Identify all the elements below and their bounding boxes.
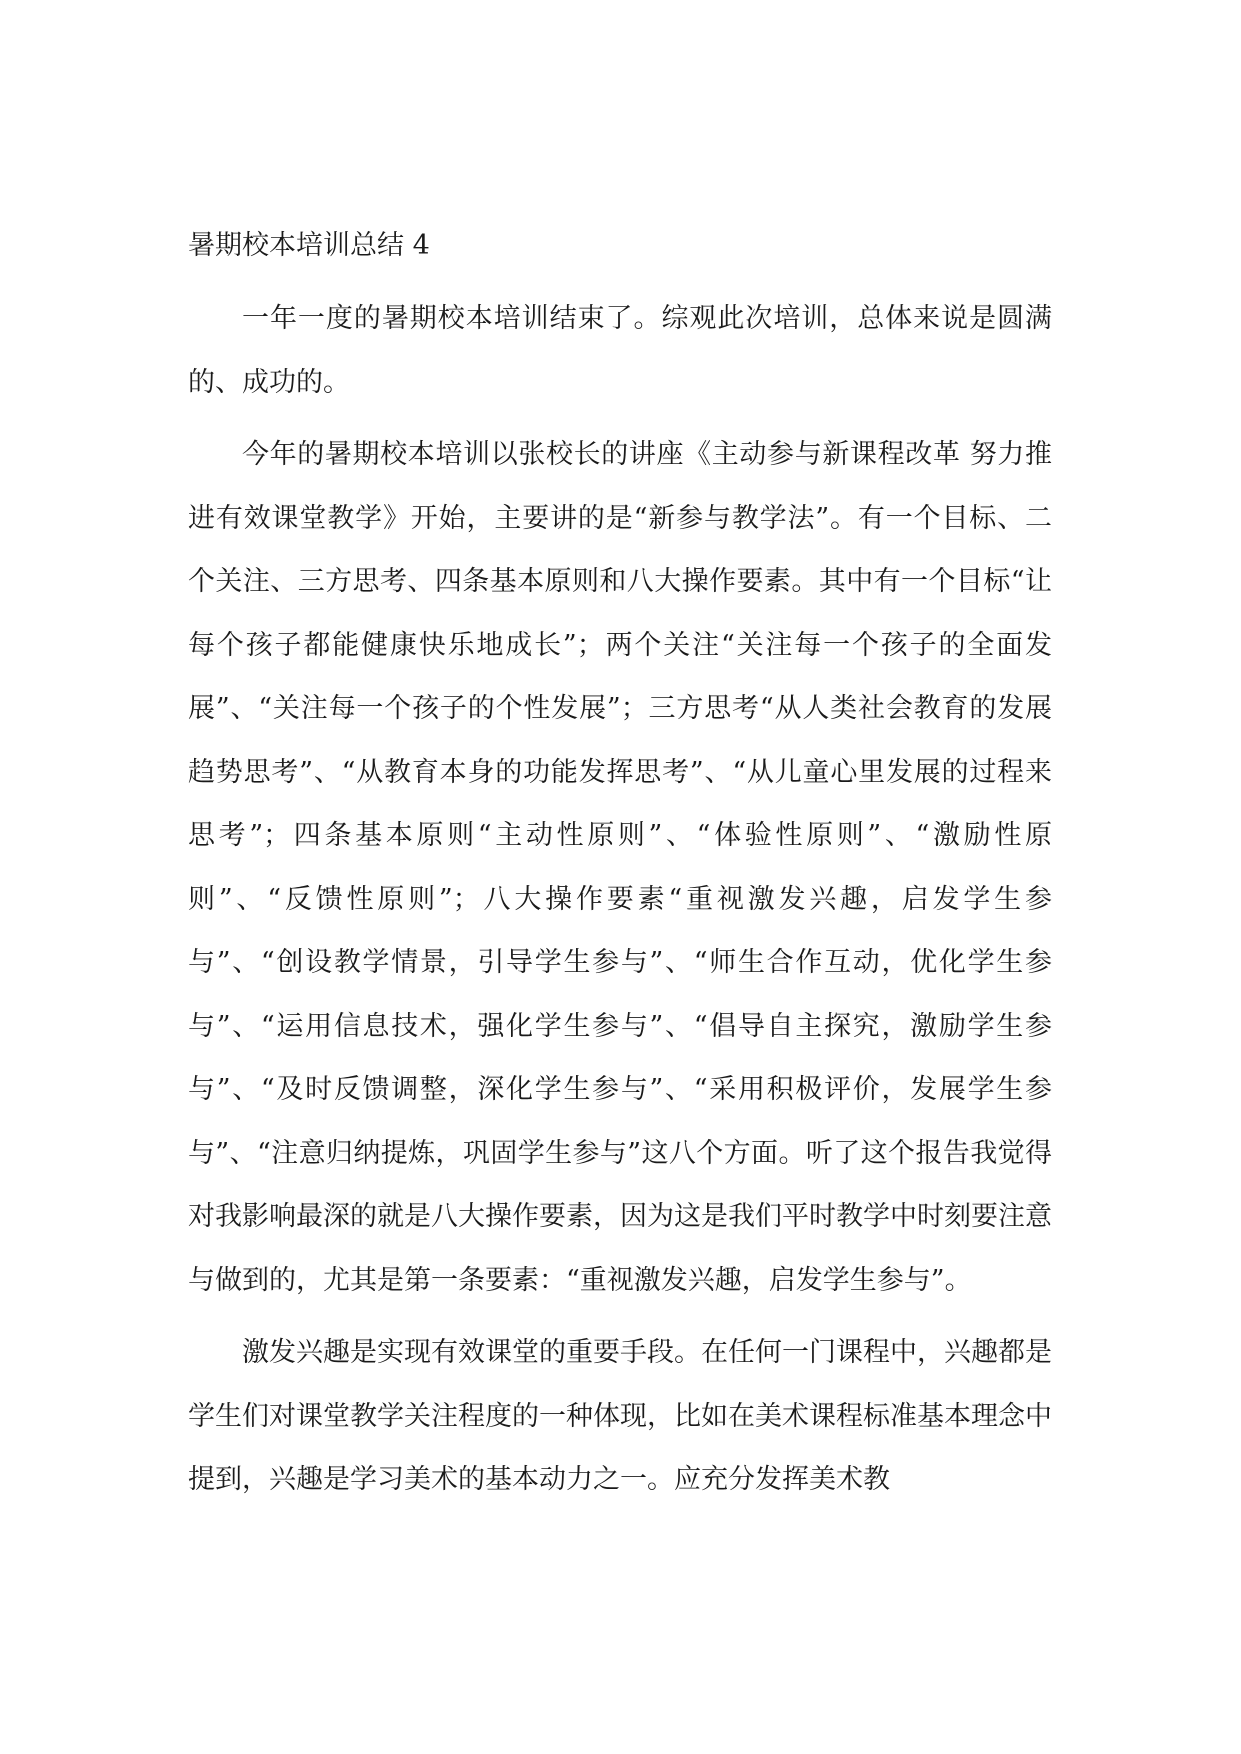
paragraph-interest: 激发兴趣是实现有效课堂的重要手段。在任何一门课程中，兴趣都是学生们对课堂教学关注程度的一种体现，比如在美术课程标准基本理念中提到，兴趣是学习美术的基本动力之一。应充分发挥美术教	[188, 1337, 1052, 1495]
paragraph-intro: 一年一度的暑期校本培训结束了。综观此次培训，总体来说是圆满的、成功的。	[188, 303, 1052, 398]
document-body	[188, 228, 1052, 1512]
paragraph-lecture-summary: 今年的暑期校本培训以张校长的讲座《主动参与新课程改革 努力推进有效课堂教学》开始，主要讲的是“新参与教学法”。有一个目标、二个关注、三方思考、四条基本原则和八大操作要素。其中有一个目标“让每个孩子都能健康快乐地成长”；两个关注“关注每一个孩子的全面发展”、“关注每一个孩子的个性发展”；三方思考“从人类社会教育的发展趋势思考”、“从教育本身的功能发挥思考”、“从儿童心里发展的过程来思考”；四条基本原则“主动性原则”、“体验性原则”、“激励性原则”、“反馈性原则”；八大操作要素“重视激发兴趣，启发学生参与”、“创设教学情景，引导学生参与”、“师生合作互动，优化学生参与”、“运用信息技术，强化学生参与”、“倡导自主探究，激励学生参与”、“及时反馈调整，深化学生参与”、“采用积极评价，发展学生参与”、“注意归纳提炼，巩固学生参与”这八个方面。听了这个报告我觉得对我影响最深的就是八大操作要素，因为这是我们平时教学中时刻要注意与做到的，尤其是第一条要素：“重视激发兴趣，启发学生参与”。	[188, 439, 1052, 1296]
document-title: 暑期校本培训总结 4	[188, 230, 430, 261]
